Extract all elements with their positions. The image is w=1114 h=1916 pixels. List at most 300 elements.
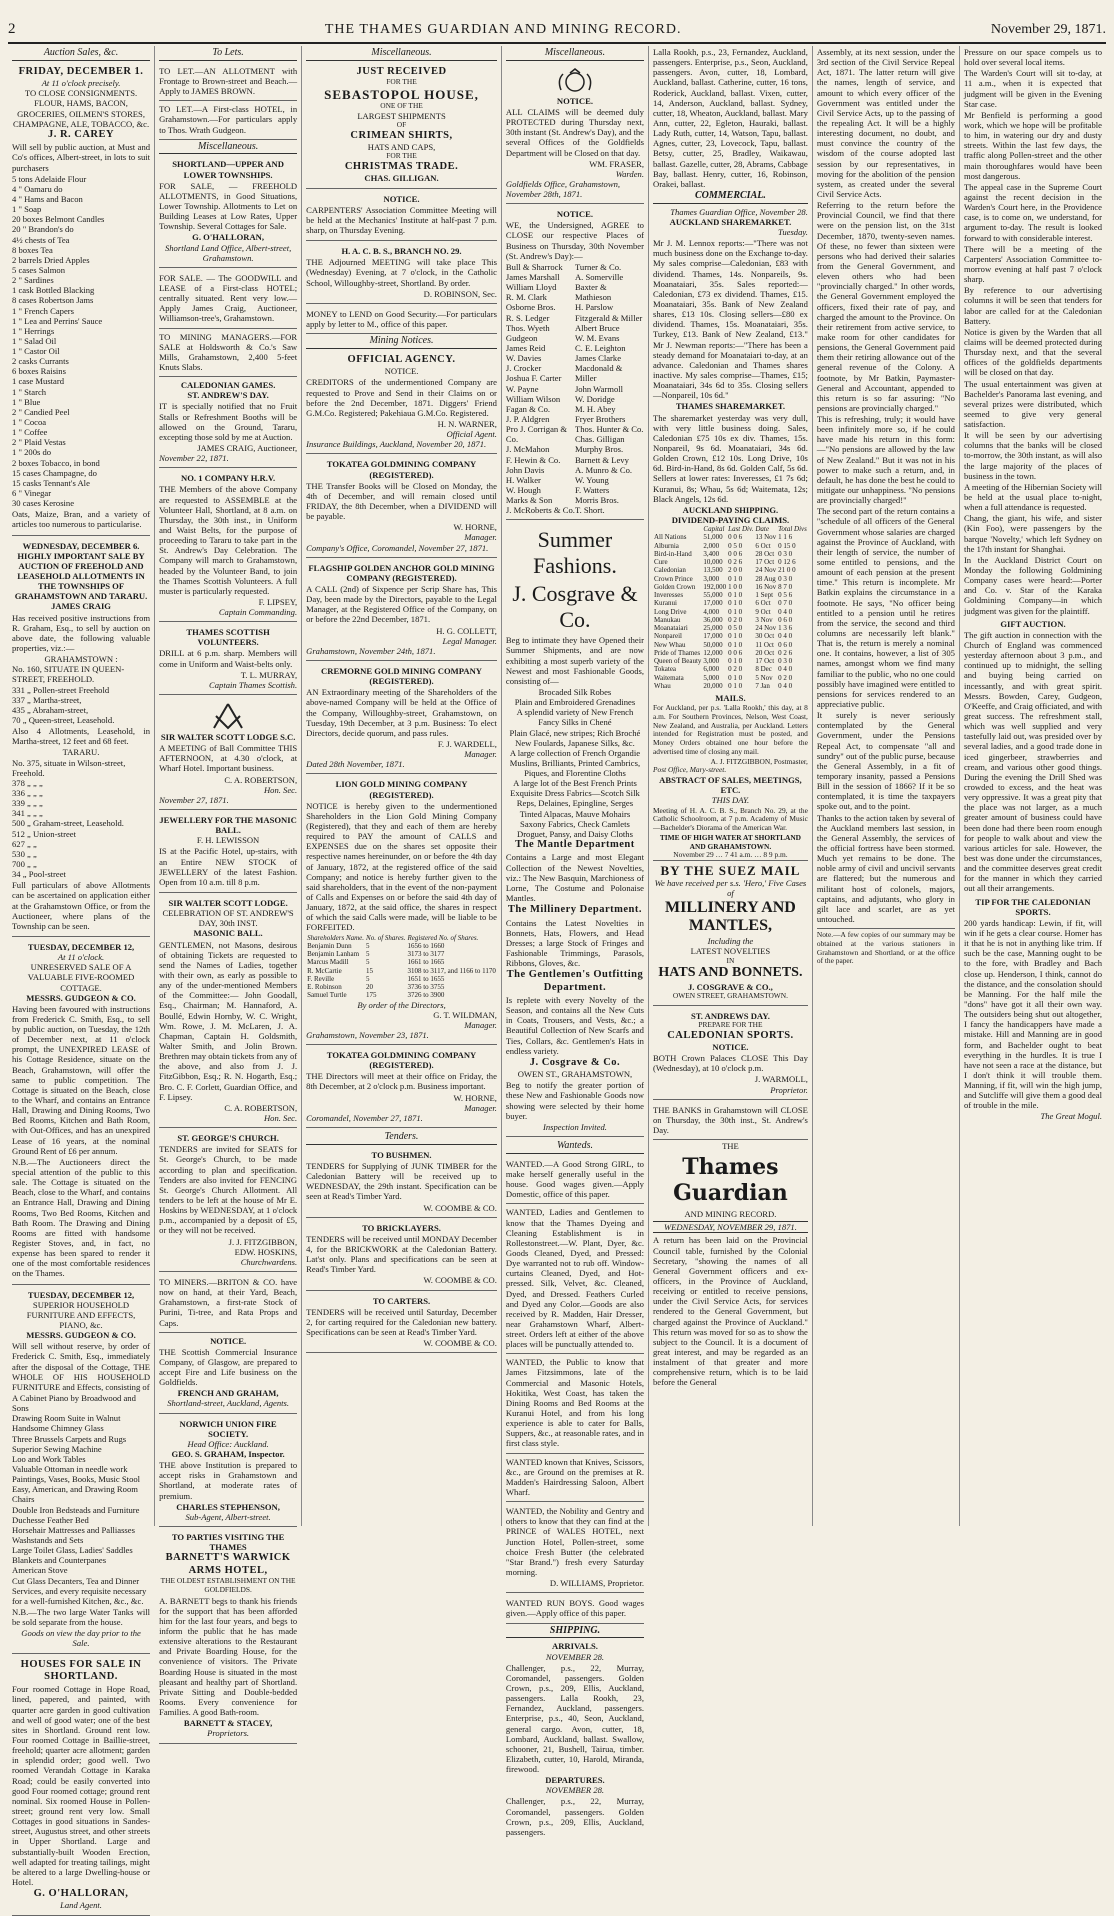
list-item: 337 „ Martha-street,: [12, 694, 82, 705]
ad-signature-title: Captain Commanding.: [218, 607, 298, 618]
ad-heading: NORWICH UNION FIRE SOCIETY.: [179, 1418, 277, 1439]
to-let-ad: TO LET.—A First-class HOTEL, in Grahamstown.—For particulars apply to Thos. Wrath Gudgeon.: [159, 102, 297, 139]
list-item: Superior Sewing Machine: [12, 1443, 102, 1454]
ad-body: IT is specially notified that no Fruit Stalls or Refreshment Booths will be allowed on the Ground, Tararu, excepting those sold by me at Auction.: [159, 401, 298, 442]
signatory-name: Thos. Wyeth Gudgeon: [505, 322, 550, 343]
table-cell: 175: [366, 991, 377, 1000]
editorial-the: THE: [722, 1141, 739, 1152]
ad-signature-title: Land Agent.: [60, 1900, 102, 1911]
ad-body: THE above Institution is prepared to accept risks in Grahamstown and Shortland, at moderate rates of premium.: [159, 1460, 298, 1501]
shirts-ad: [306, 64, 497, 189]
shipping-date: NOVEMBER 28.: [545, 1651, 605, 1662]
column-1: [8, 46, 155, 1911]
gift-auction-heading: GIFT AUCTION.: [1000, 618, 1066, 629]
list-item: 1 " French Capers: [12, 305, 74, 316]
table-row: [306, 958, 497, 966]
ad-signature: CHARLES STEPHENSON,: [176, 1501, 280, 1512]
auction-nb: N.B.—The two large Water Tanks will be sold separate from the house.: [12, 1606, 151, 1628]
ad-body: A CALL (2nd) of Sixpence per Scrip Share has, This Day, been made by the Directors, payable to the Legal Manager, at the Registered Office of the Company, on or before the 22nd December, 1871.: [306, 584, 497, 625]
list-item: 15 cases Champagne, do: [12, 467, 97, 478]
table-cell: 25,000: [703, 624, 723, 633]
list-item: 1 " Lea and Perrins' Sauce: [12, 315, 103, 326]
ad-address: Goldfields Office, Grahamstown, November 28th, 1871.: [505, 178, 621, 200]
list-item: Saxony Fabrics, Check Camlets: [520, 818, 630, 829]
list-item: 4½ chests of Tea: [12, 234, 70, 245]
table-cell: Whau: [653, 681, 671, 690]
commercial-day: Tuesday.: [778, 227, 808, 238]
ad-address: Company's Office, Coromandel, November 27, 1871.: [306, 542, 489, 553]
table-cell: 3173 to 3177: [407, 950, 445, 958]
ad-signature: JAMES CRAIG, Auctioneer,: [197, 442, 298, 453]
section-heading: Tenders.: [306, 1131, 497, 1145]
editorial-paragraph: It surely is never seriously contemplated by the General Government, under the Pensions Repeal Act, to compensate "all and sundry" out of the public purse, because the General Assembly, in a fit of temporary insanity, passed a Pensions Bill in the session of 1866? If it be so contemplated, it is time the taxpayers spoke out, and to the point.: [816, 710, 955, 812]
ad-signature-title: Hon. Sec.: [263, 784, 298, 795]
list-item: Droguet, Pansy, and Daisy Cloths: [516, 828, 633, 839]
table-cell: 55,000: [703, 591, 723, 600]
auction-ad: [12, 940, 150, 1285]
table-cell: 6 Oct: [755, 541, 771, 550]
table-row: [653, 641, 808, 649]
table-cell: Bird-in-Hand: [653, 549, 692, 558]
table-cell: 1656 to 1660: [407, 941, 445, 950]
table-cell: 0 12 6: [778, 558, 796, 567]
ad-subheading: NOTICE.: [712, 1041, 749, 1052]
notice-ad: FOR SALE. — The GOODWILL and LEASE of a First-class HOTEL; centrally situated. Rent very low.—Apply James Craig, Auctioneer, Williamson-tree's, Grahamstown.: [159, 271, 297, 329]
table-cell: 1 3 6: [778, 624, 793, 633]
table-cell: 1 0 0: [728, 582, 743, 591]
section-heading: Auction Sales, &c.: [12, 47, 150, 61]
notice-ad: TO MINERS.—BRITON & CO. have now on hand, at their Yard, Beach, Grahamstown, a first-rate Stock of Purini, Ti-tree, and Rata Props and Caps.: [159, 1275, 297, 1333]
commercial-heading: THAMES SHAREMARKET.: [675, 401, 786, 412]
local-item: A meeting of the Hibernian Society will be held at the usual place to-night, when a full attendance is requested.: [963, 481, 1102, 513]
auction-intro: Has received positive instructions from R. Graham, Esq., to sell by auction on above date, the following valuable properties, viz.:—: [12, 612, 151, 653]
table-cell: 50,000: [703, 640, 723, 649]
ad-address: Grahamstown, November 24th, 1871.: [306, 645, 436, 656]
list-item: 15 casks Tennant's Ale: [12, 477, 90, 488]
ad-body: Four roomed Cottage in Hope Road, lined, papered, and painted, with quarter acre garden in good cultivation and well of good water; one of the best sites in Shortland. Ground rent low. Four roomed Cottage in Baillie-street, freehold; quarter acre allotment; garden in splendid order; good well. Two roomed Verandah Cottage in Karaka Road; could be easily converted into good Four roomed cottage; ground rent nominal. Six roomed House in Pollen-street; ground rent very low. Small Cottages in good situations in Sandes-street, Augustus street, and other streets in Upper Shortland. Large and substantially-built Wooden Erection, well adapted for treating tailings, might be altered to a large Dwelling-house or Hotel.: [12, 1684, 151, 1887]
column-3: [302, 46, 502, 1526]
table-cell: F. Reville: [307, 974, 335, 983]
table-row: [653, 542, 808, 550]
signatory-name: Baxter & Mathieson: [574, 282, 612, 303]
notice-ad: TO MINING MANAGERS.—FOR SALE at Holdsworth & Co.'s Saw Mills, Grahamstown, 2,400 5-feet Knuts Slabs.: [159, 330, 297, 378]
commercial-office: Thames Guardian Office, November 28.: [670, 206, 808, 217]
signatory-name: Chas. Gilligan: [574, 434, 625, 445]
mails-address: Post Office, Mary-street.: [652, 765, 727, 775]
ad-heading: JEWELLERY FOR THE MASONIC BALL.: [159, 815, 297, 836]
ad-heading: ST. GEORGE'S CHURCH.: [177, 1133, 279, 1144]
page-number: 2: [8, 21, 16, 37]
notice-ad: [159, 625, 297, 695]
signatory-name: W. Hough: [505, 485, 541, 495]
table-cell: 0 1 0: [728, 591, 743, 600]
table-cell: 0 2 0: [728, 665, 743, 674]
table-cell: 3,000: [703, 657, 720, 666]
table-cell: 6,000: [703, 665, 720, 674]
ad-heading: H. A. C. B. S., BRANCH NO. 29.: [341, 246, 462, 257]
notice-ad: [159, 698, 297, 810]
table-cell: 15: [366, 966, 374, 975]
tender-ad: [306, 1294, 497, 1354]
masonic-emblem-icon: [210, 702, 246, 730]
list-item: 8 cases Robertson Jams: [12, 295, 94, 306]
table-row: [306, 983, 497, 991]
table-cell: 0 2 0: [728, 615, 743, 624]
ad-heading: NOTICE.: [383, 193, 420, 204]
table-row: [653, 599, 808, 607]
editorial-paragraph: Referring to the return before the Provincial Council, we find that there were on the pension list, on the 31st December, 1870, twenty-seven names. Of these, no fewer than sixteen were persons who had derived their salaries from the General Government, and eleven others who had been "provincially charged." In other words, the General Government employed the officers, fixed their rate of pay, and charged the amount to the Province. On their retirement from active service, to make room for other candidates for pensions, the General Government paid them their retiring allowance out of the general revenue of the Colony. A footnote, by Mr Batkin, Paymaster-General and Accountant, appended to this return is so far assuring: "No pensions are provincially charged.": [816, 200, 955, 413]
local-item: Notice is given by the Warden that all claims will be deemed protected during Thursday next, and that the several offices of the goldfields departments will be closed on that day.: [963, 326, 1102, 378]
wanted-ad: WANTED.—A Good Strong GIRL, to make herself generally useful in the house. Good wages given.—Apply Domestic, office of this paper.: [506, 1157, 644, 1205]
table-cell: 0 7 0: [778, 599, 793, 608]
notice-ad: [159, 378, 297, 468]
signatory-name: Albert Bruce: [574, 322, 620, 333]
auction-time: At 11 o'clock.: [57, 952, 105, 963]
table-cell: 0 1 0: [728, 574, 743, 583]
wanted-ad: [506, 1503, 644, 1593]
column-2: [155, 46, 302, 1739]
list-item: A splendid variety of New French Fancy Silks in Chené: [516, 707, 634, 728]
ad-subheading: The Millinery Department.: [507, 904, 642, 916]
ad-heading: SIR WALTER SCOTT LODGE.: [168, 898, 288, 909]
wanted-ad: WANTED known that Knives, Scissors, &c., are Ground on the premises at R. Madden's Hairdressing Saloon, Albert Wharf.: [506, 1455, 644, 1503]
table-cell: 3108 to 3117, and 1166 to 1170: [407, 966, 496, 975]
table-header: [306, 934, 497, 942]
paper-title: THE THAMES GUARDIAN AND MINING RECORD.: [324, 22, 682, 37]
ad-line: SEBASTOPOL HOUSE,: [324, 86, 479, 102]
notice-ad: [306, 244, 497, 304]
tender-ad: [306, 1148, 497, 1218]
list-item: Large Toilet Glass, Ladies' Saddles: [12, 1545, 133, 1556]
table-header-cell: [653, 525, 702, 533]
millinery-ad: [653, 860, 808, 1006]
signatory-name: James Clarke: [574, 353, 622, 364]
signatory-name: William Wilson: [505, 393, 561, 404]
ad-signature: W. HORNE,: [453, 522, 497, 533]
auction-date: WEDNESDAY, DECEMBER 6.: [22, 540, 140, 551]
notice-ad: MONEY to LEND on Good Security.—For particulars apply by letter to M., office of this paper.: [306, 307, 497, 334]
table-cell: 0 3 0: [778, 549, 793, 558]
table-row: [653, 583, 808, 591]
ad-body: A. BARNETT begs to thank his friends for the support that has been afforded him for the last four years, and begs to inform the public that he has made extensive alterations to the Restaurant and Private Boarding House, for the convenience of visitors. The Private Boarding House is situated in the most pleasant and healthy part of Shortland. Private Sitting and Double-bedded Rooms. Every convenience for Families. A good Bath-room.: [159, 1595, 298, 1718]
table-cell: 0 4 0: [778, 632, 793, 641]
table-row: [653, 674, 808, 682]
ad-line: IN: [726, 955, 735, 965]
signatory-list: [506, 262, 644, 516]
table-row: [653, 624, 808, 632]
ad-invite: Inspection Invited.: [542, 1121, 607, 1132]
table-row: [653, 566, 808, 574]
ad-signature: W. COOMBE & CO.: [423, 1275, 497, 1286]
table-header-cell: Registered No. of Shares.: [407, 933, 479, 942]
ad-heading: CREMORNE GOLD MINING COMPANY (REGISTERED).: [321, 665, 482, 687]
list-item: 2 barrels Dried Apples: [12, 254, 90, 265]
list-item: 512 „ Union-street: [12, 828, 76, 839]
table-cell: 0 1 0: [728, 673, 743, 682]
table-header-cell: No. of Shares.: [366, 933, 406, 942]
list-item: Loo and Work Tables: [12, 1453, 86, 1464]
auction-tail: Full particulars of above Allotments can be ascertained on application either at the Grahamstown Office, or from the Auctioneer, where plans of the Township can be seen.: [12, 880, 151, 931]
list-item: 1 " Salad Oil: [12, 335, 57, 346]
table-cell: 36,000: [703, 615, 723, 624]
list-item: 1 " Coffee: [12, 427, 48, 438]
property-ad: [12, 1657, 150, 1916]
banks-notice: THE BANKS in Grahamstown will CLOSE on Thursday, the 30th inst., St. Andrew's Day.: [653, 1103, 808, 1140]
signatory-name: Bull & Sharrock: [505, 261, 563, 272]
ad-signature: G. O'HALLORAN,: [192, 232, 265, 243]
list-item: Drawing Room Suite in Walnut: [12, 1413, 121, 1424]
table-row: [306, 967, 497, 975]
list-item: 1 cask Bottled Blacking: [12, 285, 95, 296]
summary-note: Note.—A few copies of our summary may be obtained at the various stationers in Grahamstown and Shortland, or at the office of the paper.: [816, 930, 955, 966]
list-item: 20 boxes Belmont Candles: [12, 214, 105, 225]
section-heading: COMMERCIAL.: [653, 190, 808, 204]
table-cell: Benjamin Lanham: [307, 950, 360, 958]
table-cell: 6 Oct: [755, 599, 771, 608]
table-row: [653, 608, 808, 616]
signatory-name: W. Davies: [505, 353, 542, 364]
notice-ad: [159, 1131, 297, 1272]
ad-body: AN Extraordinary meeting of the Shareholders of the above-named Company will be held at the Office of the Company, Willoughby-street, Grahamstown, on Tuesday, 19th December, at 3 p.m. Business: To elect Directors, decide quorum, and pass rules.: [306, 687, 497, 738]
signatory-column: [575, 262, 644, 516]
table-row: [653, 575, 808, 583]
table-cell: 0 1 0: [728, 681, 743, 690]
table-cell: 0 6 0: [778, 640, 793, 649]
ad-signature: D. ROBINSON, Sec.: [423, 288, 497, 299]
auction-time: At 11 o'clock precisely.: [41, 78, 121, 89]
list-item: 1 " 200s do: [12, 447, 52, 458]
ad-signature-title: Warden.: [615, 168, 644, 179]
list-item: Duchesse Feather Bed: [12, 1514, 89, 1525]
notice-ad: [306, 352, 497, 455]
fashion-ad: [506, 523, 644, 1137]
tide-body: November 29 … 7 41 a.m. … 8 9 p.m.: [673, 850, 788, 860]
ad-subheading: GEO. S. GRAHAM, Inspector.: [171, 1449, 285, 1460]
abstract-body: Meeting of H. A. C. B. S., Branch No. 29, at the Catholic Schoolroom, at 7 p.m. Academy of Music—Bachelder's Diorama of the American War.: [652, 805, 808, 833]
ad-body: NOTICE is hereby given to the undermentioned Shareholders in the Lion Gold Mining Company (Registered), that they and each of them are hereby required to PAY the amount of CALLS and EXPENSES due on the shares set opposite their respective names hereinunder, on or before the 4th day of January, 1872, at the registered office of the said Company; and notice is hereby further given to the said shareholders, that in the event of the non-payment of Calls and Expenses on or before the said 4th day of January, 1872, at the said office, the shares in respect of which the said Calls were made, will be liable to be FORFEITED.: [306, 800, 497, 933]
notice-ad: [306, 457, 497, 557]
list-item: Cut Glass Decanters, Tea and Dinner Services, and every requisite necessary for a well-furnished Kitchen, &c., &c.: [12, 1575, 147, 1606]
signatory-name: F. Hewin & Co.: [505, 454, 561, 465]
ad-signature: J. J. FITZGIBBON,: [228, 1236, 298, 1247]
editorial-paper-sub: AND MINING RECORD.: [684, 1209, 777, 1220]
ad-signature: G. T. WILDMAN,: [433, 1009, 497, 1020]
ad-signature: H. G. COLLETT,: [436, 625, 497, 636]
auction-firm: MESSRS. GUDGEON & CO.: [26, 1330, 136, 1341]
ad-subheading: MASONIC BALL.: [193, 928, 263, 939]
list-item: 4 " Hams and Bacon: [12, 193, 83, 204]
ad-body: DRILL at 6 p.m. sharp. Members will come in Uniform and Waist-belts only.: [159, 648, 298, 669]
mails-body: For Auckland, per p.s. 'Lalla Rookh,' this day, at 8 a.m. For Southern Provinces, Nelson, West Coast, New Zealand, and Australia, per Auckland. Letters intended for Registration must be posted, and Money Orders obtained one hour before the advertised time of closing any mail.: [652, 703, 808, 756]
ad-signature: WM. FRASER,: [589, 158, 644, 169]
list-item: 530 „ „: [12, 848, 37, 859]
list-item: Paintings, Vases, Books, Music Stool: [12, 1474, 141, 1485]
ad-signature-title: Legal Manager.: [442, 635, 497, 646]
table-cell: 17 Oct: [755, 657, 775, 666]
table-cell: Waitemata: [653, 673, 684, 682]
ad-body: TENDERS will be received until Saturday, December 2, for carting required for the Caledonian new battery. Specifications can be seen at Read's Timber Yard.: [306, 1306, 497, 1337]
table-cell: 192,000: [703, 582, 727, 591]
ad-big-line: HATS AND BONNETS.: [658, 965, 803, 981]
notice-ad: [159, 896, 297, 1128]
auction-subheading: TARARU.: [62, 747, 100, 758]
signatory-name: A. Munro & Co.: [574, 464, 633, 475]
ad-subheading: NOTICE.: [384, 366, 419, 377]
list-item: 2 casks Currants: [12, 356, 69, 367]
auctioneer-name: J. R. CAREY: [47, 128, 115, 140]
commercial-heading: AUCKLAND SHAREMARKET.: [669, 216, 792, 227]
table-cell: Benjamin Dunn: [307, 941, 352, 950]
ad-date: Dated 28th November, 1871.: [306, 759, 405, 770]
table-cell: 5: [366, 958, 370, 967]
auction-date: TUESDAY, DECEMBER 12,: [27, 941, 135, 952]
commercial-body: The sharemarket yesterday was very dull, with very little business doing. Sales, Caledonian £75 10s ex div. Thames, 15s. Nonpareil, 9s 6d. Moanataiari, 34s 6d. Golden Crown, £12 10s. Long Drive, 10s 6d. Bird-in-Hand, 8s 6d. Golden Calf, 5s 6d. Sellers at lower rates: Inveresses, £1 7s 6d; Kuranui, 8s; Whau, 5s 6d; Waitemata, 12s; Black Angels, 12s 6d.: [652, 412, 808, 504]
goods-list: [506, 687, 644, 839]
table-cell: 3736 to 3755: [407, 983, 445, 991]
table-cell: 30 Oct: [755, 632, 775, 641]
ad-signature: D. WILLIAMS, Proprietor.: [549, 1578, 644, 1589]
table-cell: 3,400: [703, 549, 720, 558]
ad-line: HATS AND CAPS,: [367, 142, 436, 153]
ad-subheading: The Gentlemen's Outfitting Department.: [506, 969, 644, 993]
list-item: 1 " Soap: [12, 204, 42, 215]
table-row: [653, 649, 808, 657]
signatory-name: Murphy Bros.: [574, 444, 624, 455]
editorial-paragraph: Assembly, at its next session, under the 3rd section of the Civil Service Repeal Act, 1871. The latter return will give the names, length of service, and amount to which every officer of the Government was entitled under the Civil Service Acts, up to the passing of the repealing Act. It will be a highly interesting document, no doubt, and must convince the country of the wisdom of the course adopted last session by our representatives, in moving for the abolition of the pension system, as created under the several Civil Service Acts.: [816, 47, 955, 199]
ad-body: BOTH Crown Palaces CLOSE This Day (Wednesday), at 10 o'clock p.m.: [652, 1053, 808, 1074]
table-cell: 0 15 0: [778, 541, 796, 550]
table-cell: 0 0 6: [728, 549, 743, 558]
signatory-name: J. McRoberts & Co.: [505, 505, 575, 516]
auction-note: Also 4 Allotments, Leasehold, in Martha-street, 12 feet and 68 feet.: [12, 726, 151, 747]
table-cell: 8 Dec: [755, 665, 772, 674]
ad-signature: H. N. WARNER,: [437, 419, 497, 430]
list-item: 4 " Oamaru do: [12, 183, 63, 194]
local-item: By reference to our advertising columns it will be seen that tenders for labor are called for at the Caledonian Battery.: [963, 285, 1102, 326]
auction-goods: FLOUR, HAMS, BACON, GROCERIES, OILMEN'S STORES, CHAMPAGNE, ALE, TOBACCO, &c.: [12, 98, 150, 129]
ad-heading: TO PARTIES VISITING THE THAMES: [171, 1532, 285, 1553]
table-cell: Long Drive: [653, 607, 687, 616]
ad-signature-title: Official Agent.: [446, 429, 497, 440]
ad-line: Including the: [707, 936, 754, 947]
table-cell: 3726 to 3900: [407, 991, 445, 1000]
ad-body: THE Transfer Books will be Closed on Monday, the 4th of December, and will remain closed until FRIDAY, the 8th December, when a DIVIDEND will be payable.: [306, 480, 497, 522]
auction-tail: Oats, Maize, Bran, and a variety of articles too numerous to particularise.: [12, 509, 151, 530]
table-cell: 0 1 0: [728, 657, 743, 666]
auction-firm: MESSRS. GUDGEON & CO.: [26, 992, 136, 1003]
list-item: 2 " Candied Peel: [12, 406, 70, 417]
table-cell: Marcus Madill: [307, 958, 349, 967]
list-item: Blankets and Counterpanes: [12, 1555, 107, 1566]
list-item: Valuable Ottoman in needle work: [12, 1463, 128, 1474]
table-cell: 28 Oct: [755, 549, 775, 558]
table-cell: New Whau: [653, 640, 686, 649]
ad-line: ONE OF THE: [380, 101, 423, 111]
ad-heading: THAMES SCOTTISH VOLUNTEERS.: [186, 627, 270, 648]
ad-body: Beg to intimate they have Opened their Summer Shipments, and are now exhibiting a most superb variety of the Newest and most Fashionable Goods, consisting of—: [505, 635, 644, 686]
list-item: 1 " Blue: [12, 396, 41, 407]
ad-signature-title: Proprietors.: [207, 1728, 250, 1739]
list-item: No. 375, situate in Wilson-street, Freehold.: [12, 757, 126, 778]
auction-heading: UNRESERVED SALE OF A VALUABLE FIVE-ROOMED COTTAGE.: [27, 962, 135, 993]
table-header-cell: Total Divs: [778, 525, 807, 534]
table-cell: Manukau: [653, 615, 681, 624]
table-cell: 9 Oct: [755, 607, 771, 616]
mails-signature: A. J. FITZGIBBON, Postmaster,: [710, 756, 808, 766]
commercial-body: Mr J. M. Lennox reports:—"There was not much business done on the Exchange to-day. My sales comprise—Caledonian, £83 with dividend. Thames, 14s. Nonpareils, 9s. Moanataiari, 35s. Sales reported:— Caledonian, £73 ex dividend. Thames, £15. Moanataiari, 35s. Bank of New Zealand shares, £13 10s. Closing sellers—£80 ex dividend. Thames, 15s. Moanataiari, 35s. Turkey, £13. Bank of New Zealand, £13." Mr J. Newman reports:—"There has been a steady demand for Moanataiari to-day, at an advance. Caledonian and Thames shares inactive. My sales comprise—Thames, £15; Moanataiari, 34s 6d to 35s. Closing sellers—Nonpareil, 10s 6d.": [652, 238, 808, 401]
ad-signature: G. O'HALLORAN,: [33, 1888, 129, 1900]
signatory-name: Marks & Son: [505, 495, 553, 506]
table-cell: 0 6 0: [778, 615, 793, 624]
table-cell: 2,000: [703, 541, 720, 550]
table-cell: 0 2 0: [778, 673, 793, 682]
auction-intro: Will sell by public auction, at Must and Co's offices, Albert-street, in lots to suit purchasers: [12, 142, 151, 173]
local-item: There will be a meeting of the Carpenters' Association Committee to-morrow evening at half past 7 o'clock sharp.: [963, 243, 1102, 285]
notice-ad: [159, 471, 297, 622]
masthead: [8, 8, 1106, 44]
list-item: Washstands and Sets: [12, 1534, 84, 1545]
table-cell: 12,000: [703, 648, 723, 657]
signatory-name: W. Young: [574, 474, 609, 485]
signatory-name: Osborne Bros.: [505, 302, 556, 313]
auction-date: FRIDAY, DECEMBER 1.: [18, 65, 144, 77]
table-cell: 10,000: [703, 558, 723, 567]
list-item: 1 " Starch: [12, 386, 47, 397]
table-header-cell: Capital: [703, 525, 725, 534]
ad-signature-title: Shortland-street, Auckland, Agents.: [167, 1398, 289, 1409]
table-cell: 24 Nov: [755, 624, 777, 633]
tender-ad: [306, 1221, 497, 1291]
notice-ad: [159, 157, 297, 267]
table-cell: All Nations: [653, 533, 687, 542]
ad-body: A MEETING of Ball Committee THIS AFTERNOON, at 4.30 o'clock, at Wharf Hotel. Important business.: [159, 743, 298, 774]
signatory-name: F. Watters: [574, 485, 610, 495]
notice-ad: [159, 1417, 297, 1527]
table-cell: 0 4 0: [778, 607, 793, 616]
editorial-paragraph: The second part of the return contains a "schedule of all officers of the General Government whose salaries are charged against the Province of Auckland, with their length of service, the number of some entitled to pensions, and the amount of each pension at the present time." This return is incomplete. Mr Batkin explains the circumstance in a footnote. He says, "No officer being entitled to a pension until he retires from the service, the second and third columns are necessarily left blank." That is, the return is merely a nominal one. It contains, however, a list of 305 names, amongst whom we find many familiar to the public, who no one could possibly have imagined were entitled to pensions for services rendered to an appreciative public.: [816, 506, 955, 709]
local-item: In the Auckland District Court on Monday the following Goldmining Company cases were heard:—Porter and Co. v. Star of the Karaka Goldmining Company—in which judgment was given for the plaintiff.: [963, 554, 1102, 616]
auction-heading: TO CLOSE CONSIGNMENTS.: [24, 88, 138, 99]
ad-date: Grahamstown, November 23, 1871.: [306, 1029, 429, 1040]
ad-heading: Summer Fashions.: [533, 527, 617, 579]
ad-signature: J. WARMOLL,: [754, 1074, 808, 1085]
notice-ad: [306, 192, 497, 242]
section-heading: SHIPPING.: [506, 1625, 644, 1639]
table-cell: Inveresses: [653, 591, 684, 600]
ad-body: CARPENTERS' Association Committee Meeting will be held at the Mechanics' Institute at half-past 7 p.m. sharp, on Thursday Evening.: [306, 204, 497, 236]
issue-date: November 29, 1871.: [990, 22, 1106, 37]
table-cell: Alburnia: [653, 541, 679, 550]
table-cell: 17,000: [703, 599, 723, 608]
section-heading: To Lets.: [159, 47, 297, 61]
ad-line: JUST RECEIVED: [356, 65, 447, 77]
list-item: 2 boxes Tobacco, in bond: [12, 457, 100, 468]
ad-line: CHRISTMAS TRADE.: [344, 161, 459, 173]
list-item: Horsehair Mattresses and Palliasses: [12, 1524, 135, 1535]
table-cell: 5: [366, 974, 370, 983]
table-cell: 3,000: [703, 574, 720, 583]
table-row: [653, 616, 808, 624]
ad-heading: LION GOLD MINING COMPANY (REGISTERED).: [335, 779, 468, 800]
list-item: 435 „ Abraham-street,: [12, 704, 89, 715]
signatory-name: W. Doridge: [574, 393, 615, 404]
section-heading: Miscellaneous.: [506, 47, 644, 61]
auction-ad: [12, 64, 150, 536]
signatory-name: Barnett & Levy: [574, 454, 629, 465]
notice-ad: [306, 777, 497, 1045]
table-row: [653, 591, 808, 599]
editorial-paragraph: This is refreshing, truly; it would have been infinitely more so, if he could have made his return in this form:—"No pensions are allowed by the law of New Zealand." But it was not in his power to make such a return, and, in default, he has done the best he could to mitigate our unhappiness. "No pensions are provincially charged!": [816, 414, 955, 506]
